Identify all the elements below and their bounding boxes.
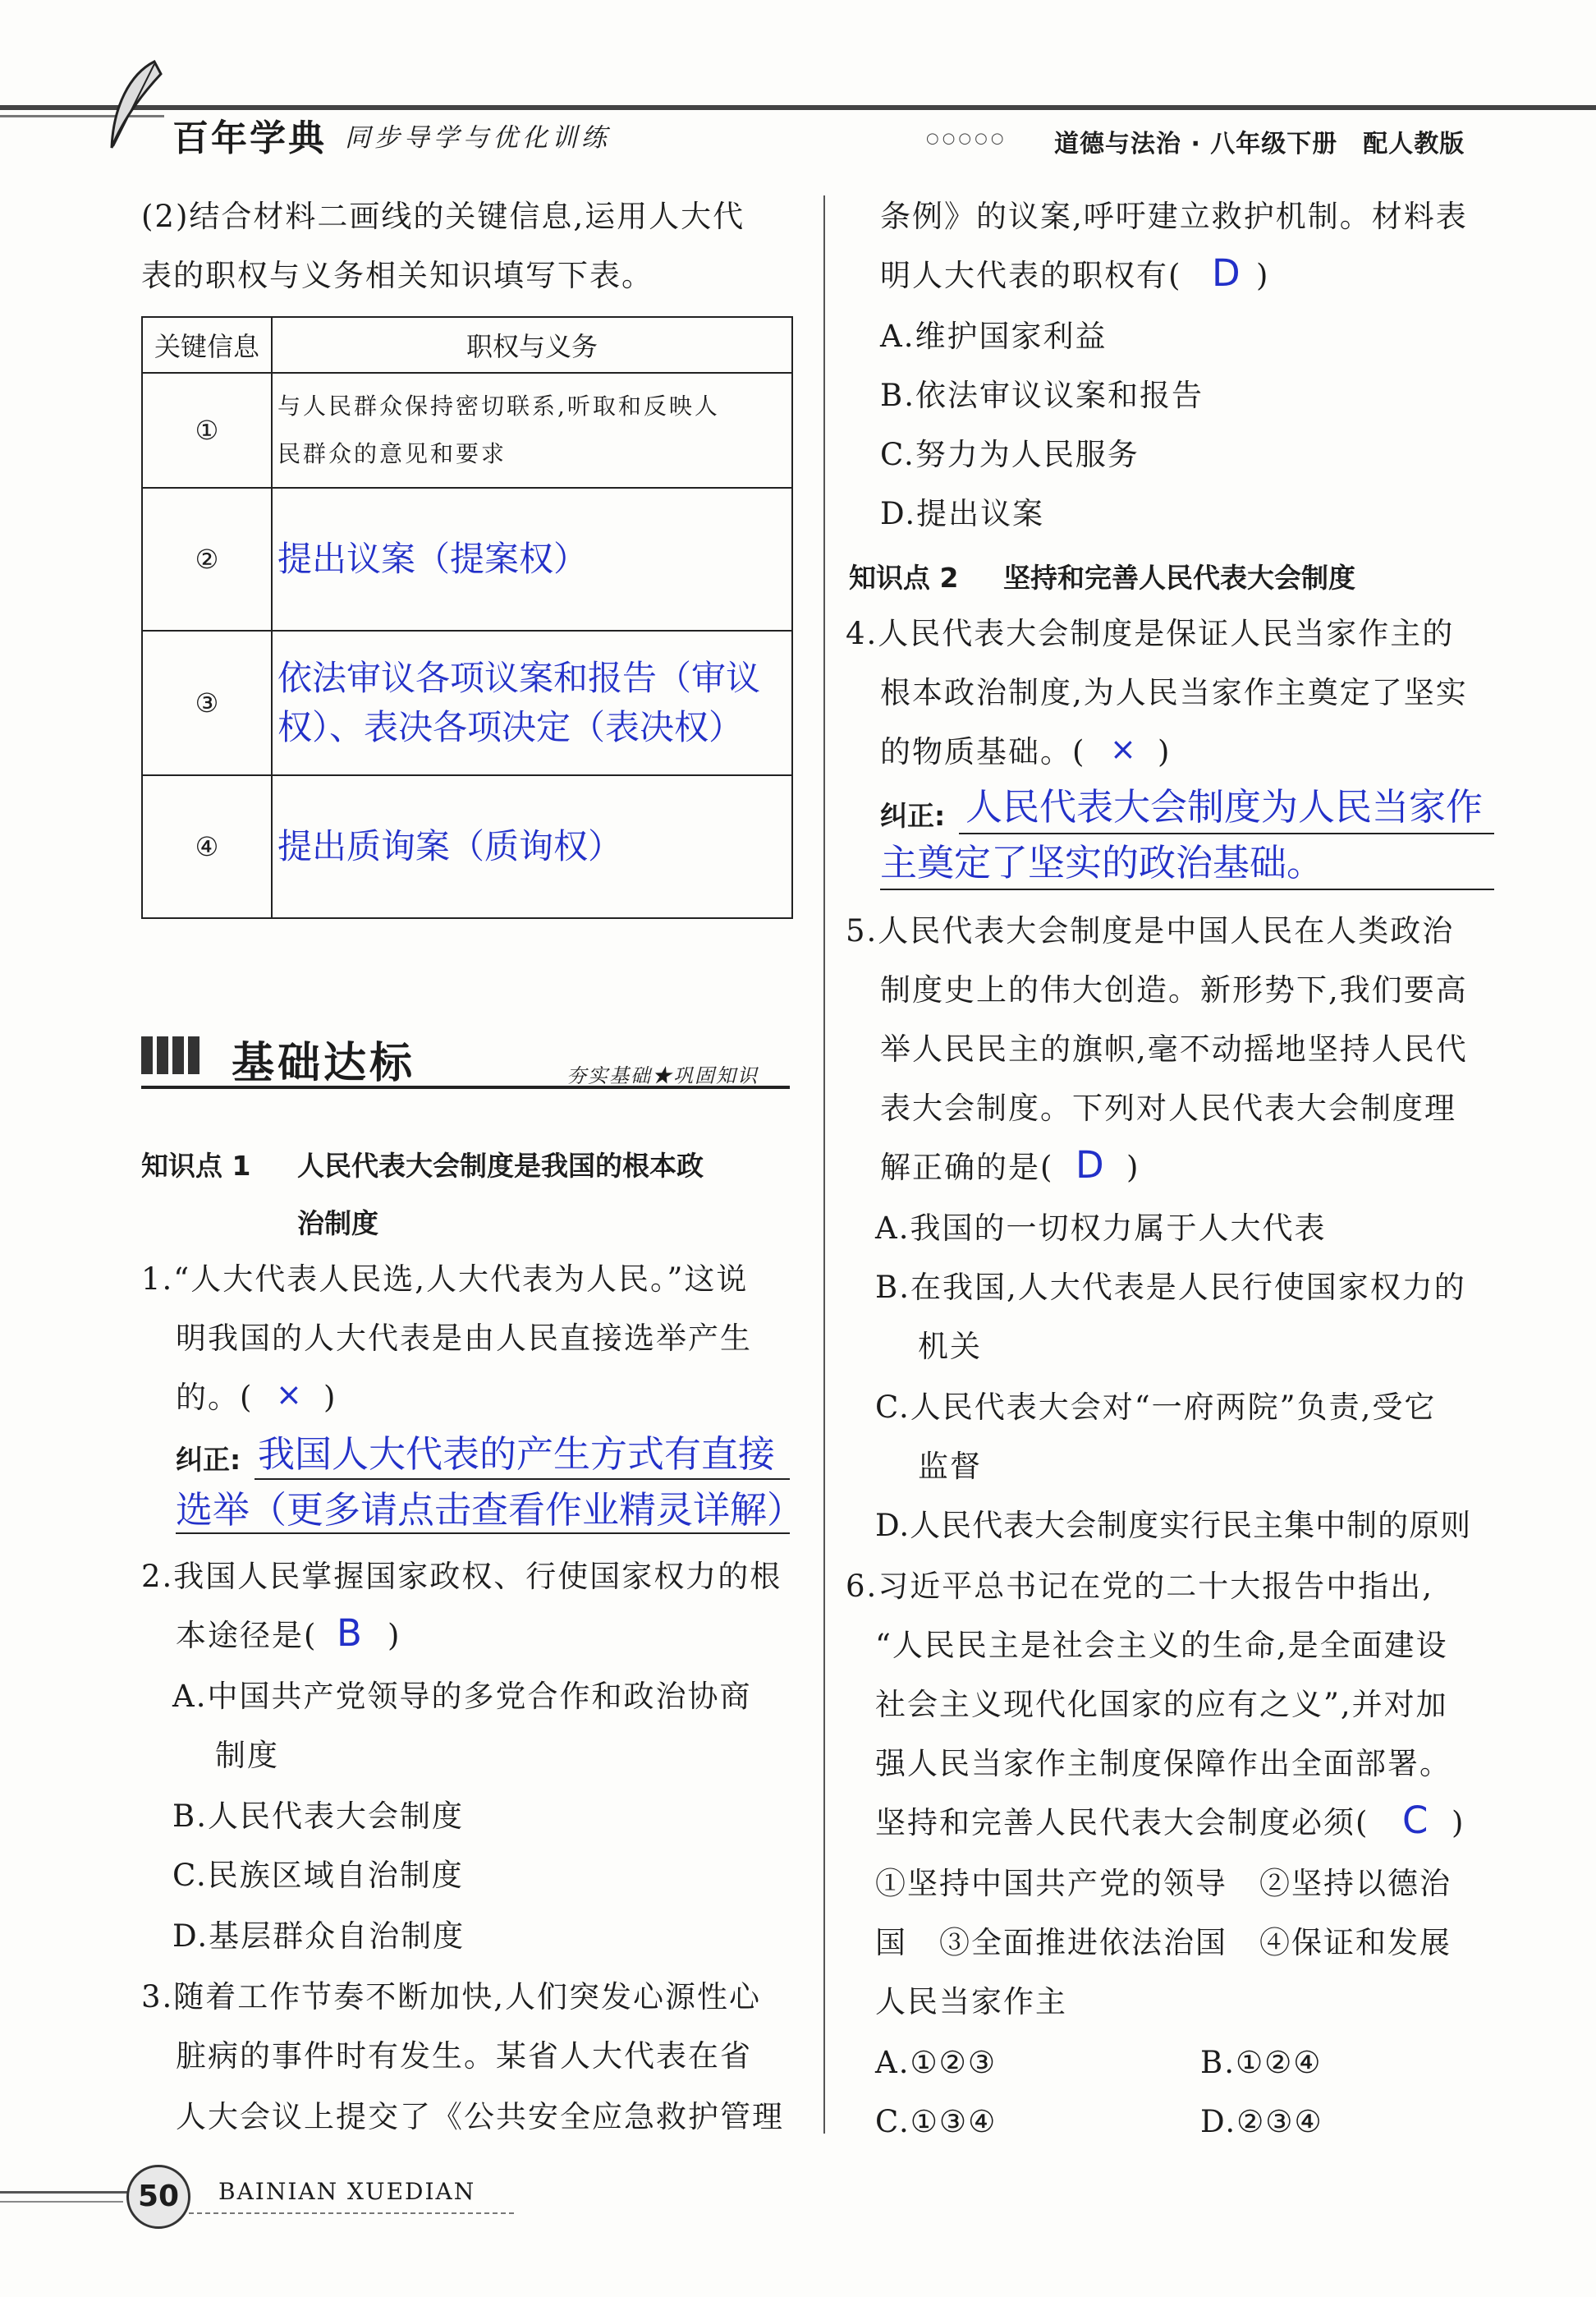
q5-option: A.我国的一切权力属于人大代表 [875,1211,1327,1246]
table-row [142,631,792,775]
q1-correction: 我国人大代表的产生方式有直接 [258,1432,776,1476]
row-number: ④ [142,775,272,918]
q5-option: B.在我国,人大代表是人民行使国家权力的 [875,1270,1466,1305]
page-number: 50 [126,2165,190,2229]
footer-text: BAINIAN XUEDIAN [218,2178,476,2205]
q4-line: ) [1158,734,1172,769]
handwritten-answer: 依法审议各项议案和报告（审议 [277,658,761,698]
q1-correct-label: 纠正: [176,1444,241,1476]
q2-line: 2.我国人民掌握国家政权、行使国家权力的根 [141,1559,782,1594]
q1-line: 的。( [176,1380,254,1415]
q5-option: D.人民代表大会制度实行民主集中制的原则 [875,1508,1472,1543]
subject-label: 道德与法治 · 八年级下册 配人教版 [1054,130,1465,158]
q5-option: C.人民代表大会对“一府两院”负责,受它 [875,1390,1437,1425]
q6-choice: A.①②③ [875,2045,997,2080]
q2-line: ) [388,1618,401,1653]
printed-answer: 民群众的意见和要求 [277,440,507,467]
q5-line: ) [1126,1150,1140,1185]
q3-option: A.维护国家利益 [880,319,1108,354]
section-marker-icon [141,1036,204,1077]
footer-dash [189,2212,514,2214]
printed-answer: 与人民群众保持密切联系,听取和反映人 [277,393,720,420]
footer-rule [0,2201,123,2203]
kp2-title: 坚持和完善人民代表大会制度 [1003,562,1355,594]
q4-line: 的物质基础。( [880,734,1086,769]
q4-line: 4.人民代表大会制度是保证人民当家作主的 [846,616,1455,651]
kp1-title: 治制度 [297,1207,378,1239]
brand-subtitle: 同步导学与优化训练 [345,123,611,153]
q4-correction: 主奠定了坚实的政治基础。 [880,841,1324,884]
q2-line: 本途径是( [176,1618,318,1653]
q6-choice: C.①③④ [875,2104,998,2139]
q1-answer: × [276,1376,302,1413]
table-header-right: 职权与义务 [272,317,792,373]
q2-option: A.中国共产党领导的多党合作和政治协商 [172,1679,752,1714]
q3-option: B.依法审议议案和报告 [880,378,1204,413]
q6-statement: 人民当家作主 [875,1984,1067,2019]
handwritten-answer: 权）、表决各项决定（表决权） [277,707,744,747]
q3-line: 脏病的事件时有发生。某省人大代表在省 [176,2038,752,2074]
q5-answer: D [1075,1143,1104,1187]
q2-option: C.民族区域自治制度 [172,1858,464,1893]
q1-line: 明我国的人大代表是由人民直接选举产生 [176,1321,752,1356]
q6-answer: C [1402,1799,1429,1842]
q6-line: 坚持和完善人民代表大会制度必须( [875,1805,1369,1840]
q3-line: 人大会议上提交了《公共安全应急救护管理 [176,2099,784,2134]
table-row [142,775,792,918]
intro-line: (2)结合材料二画线的关键信息,运用人大代 [141,199,745,234]
brand-title: 百年学典 [172,117,327,159]
column-divider [823,195,825,2134]
intro-line: 表的职权与义务相关知识填写下表。 [141,258,654,293]
row-number: ① [142,373,272,488]
q2-option: 制度 [215,1738,279,1773]
table-row [142,373,792,488]
q6-line: 6.习近平总书记在党的二十大报告中指出, [846,1569,1434,1604]
table-header-key: 关键信息 [142,317,272,373]
q3-line: 3.随着工作节奏不断加快,人们突发心源性心 [141,1979,762,2014]
q2-option: D.基层群众自治制度 [172,1918,466,1954]
row-number: ② [142,488,272,631]
feather-icon [97,57,171,159]
q5-option: 监督 [918,1449,982,1484]
q6-choice: B.①②④ [1200,2045,1323,2080]
q5-line: 5.人民代表大会制度是中国人民在人类政治 [846,913,1455,949]
q5-line: 表大会制度。下列对人民代表大会制度理 [880,1091,1456,1126]
kp1-label: 知识点 1 [141,1150,251,1182]
q6-line: 社会主义现代化国家的应有之义”,并对加 [875,1687,1448,1722]
q6-line: “人民民主是社会主义的生命,是全面建设 [875,1628,1448,1663]
q5-line: 解正确的是( [880,1150,1054,1185]
header-dots: ○○○○○ [926,130,1007,147]
q4-correction: 人民代表大会制度为人民当家作 [965,785,1484,829]
kp1-title: 人民代表大会制度是我国的根本政 [297,1150,704,1182]
q2-option: B.人民代表大会制度 [172,1799,464,1834]
q4-correct-label: 纠正: [880,800,946,832]
key-info-table [141,316,793,919]
q1-line: 1.“人大代表人民选,人大代表为人民。”这说 [141,1261,749,1297]
answer-underline [176,1532,790,1534]
section-tag: 夯实基础★巩固知识 [566,1064,759,1087]
kp2-label: 知识点 2 [849,562,959,594]
q4-answer: × [1110,731,1136,767]
q3-option: C.努力为人民服务 [880,437,1140,472]
q6-statement: 国 ③全面推进依法治国 ④保证和发展 [875,1925,1452,1960]
answer-underline [880,889,1494,890]
row-number: ③ [142,631,272,775]
q6-line: 强人民当家作主制度保障作出全面部署。 [875,1746,1452,1781]
q3-line: 明人大代表的职权有( [880,258,1182,293]
handwritten-answer: 提出议案（提案权） [277,539,589,579]
q3-option: D.提出议案 [880,496,1045,531]
q4-line: 根本政治制度,为人民当家作主奠定了坚实 [880,675,1468,710]
table-row [142,488,792,631]
q2-answer: B [337,1611,362,1655]
q5-option: 机关 [918,1329,982,1364]
q3-line: ) [1256,258,1270,293]
q5-line: 制度史上的伟大创造。新形势下,我们要高 [880,972,1468,1008]
footer-rule [0,2191,131,2194]
q1-line: ) [323,1380,337,1415]
section-title: 基础达标 [232,1039,416,1088]
q6-choice: D.②③④ [1200,2104,1323,2139]
q5-line: 举人民民主的旗帜,毫不动摇地坚持人民代 [880,1031,1468,1067]
q1-correction: 选举（更多请点击查看作业精灵详解） [176,1488,805,1532]
q6-statement: ①坚持中国共产党的领导 ②坚持以德治 [875,1866,1452,1901]
q3-line: 条例》的议案,呼吁建立救护机制。材料表 [880,199,1468,234]
handwritten-answer: 提出质询案（质询权） [277,826,623,866]
q6-line: ) [1452,1805,1465,1840]
q3-answer: D [1212,251,1241,295]
